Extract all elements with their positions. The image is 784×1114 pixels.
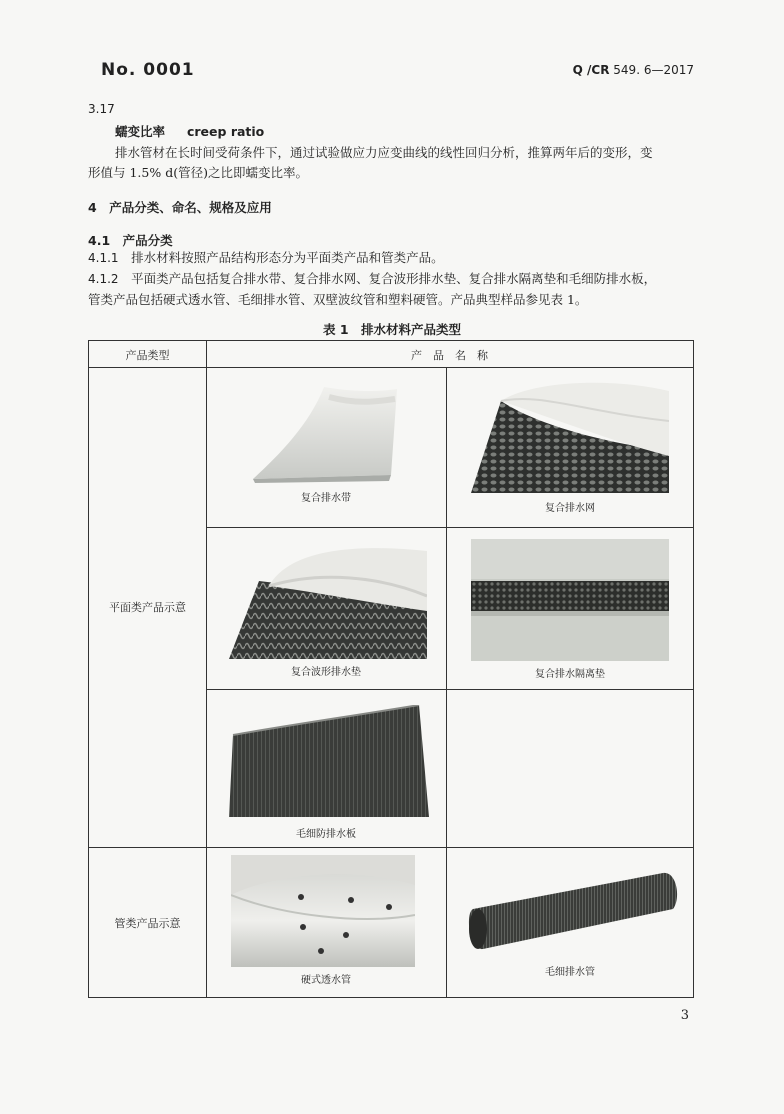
paragraph-4-1-2-line-1: 4.1.2 平面类产品包括复合排水带、复合排水网、复合波形排水垫、复合排水隔离垫和毛细防排水板，	[88, 271, 657, 286]
caption-drainage-belt: 复合排水带	[301, 493, 351, 504]
column-header-type: 产品类型	[125, 349, 170, 362]
drainage-belt-photo	[249, 385, 399, 483]
capillary-drainage-pipe-photo	[459, 859, 681, 953]
row-label-flat-products: 平面类产品示意	[109, 601, 186, 614]
table-title: 表 1 排水材料产品类型	[322, 322, 462, 337]
drainage-net-photo	[471, 381, 669, 493]
caption-wave-drainage-mat: 复合波形排水垫	[291, 667, 361, 678]
paragraph-4-1-2-line-2: 管类产品包括硬式透水管、毛细排水管、双壁波纹管和塑料硬管。产品典型样品参见表 1。	[88, 292, 588, 307]
standard-code: Q /CR 549. 6—2017	[572, 63, 694, 77]
term-english: creep ratio	[186, 124, 265, 139]
term-heading	[115, 122, 264, 140]
definition-line-1: 排水管材在长时间受荷条件下，通过试验做应力应变曲线的线性回归分析，推算两年后的变形，变	[115, 145, 653, 160]
column-header-name: 产 品 名 称	[411, 349, 488, 362]
page-number: 3	[680, 1008, 689, 1023]
section-4-title: 4 产品分类、命名、规格及应用	[88, 200, 272, 215]
caption-capillary-drainage-pipe: 毛细排水管	[545, 967, 595, 978]
caption-isolation-drainage-mat: 复合排水隔离垫	[535, 669, 605, 680]
term-chinese: 蠕变比率	[115, 124, 166, 139]
isolation-drainage-mat-photo	[471, 539, 669, 661]
caption-rigid-permeable-pipe: 硬式透水管	[301, 975, 351, 986]
document-number: No. 0001	[101, 60, 195, 80]
capillary-drainage-board-photo	[229, 705, 429, 817]
paragraph-4-1-1: 4.1.1 排水材料按照产品结构形态分为平面类产品和管类产品。	[88, 250, 444, 265]
definition-line-2: 形值与 1.5% d(管径)之比即蠕变比率。	[88, 165, 308, 180]
caption-drainage-net: 复合排水网	[545, 503, 595, 514]
section-4-1-title: 4.1 产品分类	[88, 233, 173, 248]
wave-drainage-mat-photo	[229, 541, 427, 659]
product-type-table	[88, 340, 694, 998]
section-3-17-number: 3.17	[88, 102, 115, 116]
rigid-permeable-pipe-photo	[231, 855, 415, 967]
caption-capillary-drainage-board: 毛细防排水板	[296, 829, 356, 840]
row-label-pipe-products: 管类产品示意	[114, 917, 181, 930]
